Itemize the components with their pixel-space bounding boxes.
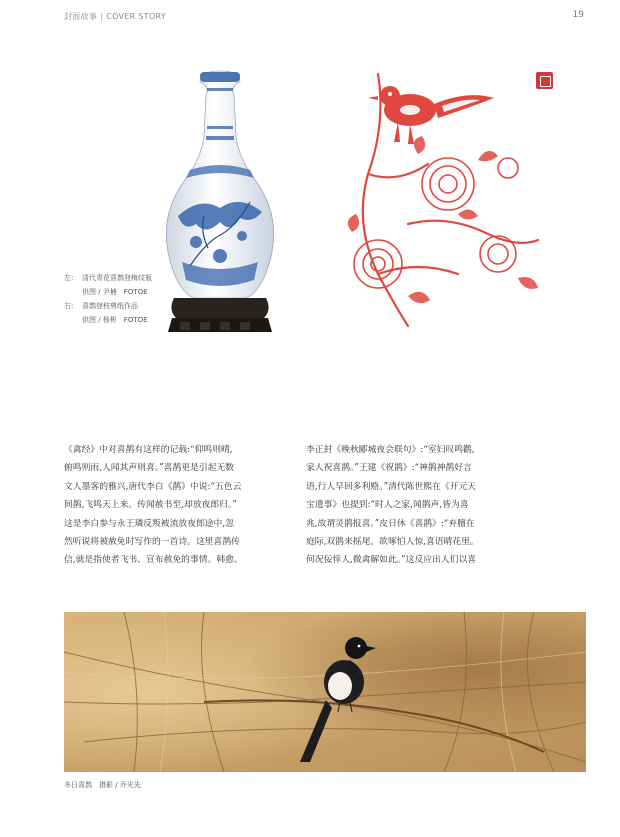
body-line: 家人祝喜鹊。”王建《祝鹊》:“神鹊神鹊好言	[306, 463, 472, 474]
page-number: 19	[572, 10, 584, 20]
body-line: 这是李白参与永王璘反叛被流放夜郎途中,忽	[64, 518, 234, 529]
photo-caption: 冬日喜鹊 摄影 / 乔光先	[64, 781, 141, 789]
porcelain-vase-image	[160, 66, 280, 356]
caption-left-credit: 供图 / 尹楠 FOTOE	[82, 288, 148, 296]
papercut-magpie-image	[338, 64, 558, 332]
body-line: 《禽经》中对喜鹊有这样的记载:“仰鸣则晴,	[64, 445, 233, 455]
red-seal-stamp	[536, 72, 553, 89]
body-line: 文人墨客的雅兴,唐代李白《鹊》中说:“五色云	[64, 481, 242, 492]
magpie-photo	[64, 612, 586, 772]
caption-right-title: 喜鹊登枝剪纸作品	[82, 302, 138, 310]
running-header	[64, 11, 166, 22]
header-section: 封面故事	[64, 12, 98, 21]
caption-left-key: 左:	[64, 274, 74, 282]
body-line: 信,就是指使者飞书、宣布赦免的事情。韩愈、	[64, 555, 243, 566]
body-line: 间鹊,飞鸣天上来。传闻赦书至,却放夜郎归。”	[64, 500, 237, 511]
caption-right-key: 右:	[64, 302, 74, 310]
body-line: 李正封《晚秋郾城夜会联句》:“室妇叹鸣鹳,	[306, 445, 475, 455]
body-line: 何况佞悻人,微禽解如此。”这反应出人们以喜	[306, 555, 477, 566]
body-line: 俯鸣则雨,人闻其声则喜。”喜鹊更是引起无数	[64, 463, 235, 474]
body-column-left	[64, 441, 278, 570]
body-line: 庭际,双鹊来摇尾。欲啄怕人惊,喜语晴花里。	[306, 537, 479, 548]
body-line: 宝遗事》也提到:“时人之家,闻鹊声,皆为喜	[306, 500, 469, 511]
caption-left-title: 清代青花喜鹊登梅纹瓶	[82, 274, 152, 282]
body-line: 语,行人早回多利赂。”清代陈世熙在《开元天	[306, 481, 477, 492]
body-column-right	[306, 441, 520, 570]
body-line: 然听说将被赦免时写作的一首诗。这里喜鹊传	[64, 537, 240, 548]
image-captions	[64, 271, 152, 327]
header-separator: |	[100, 12, 104, 21]
header-section-en: COVER STORY	[106, 12, 167, 21]
body-line: 兆,故谓灵鹊报喜。”皮日休《喜鹊》:“弃膻在	[306, 518, 475, 529]
caption-right-credit: 供图 / 杨彬 FOTOE	[82, 316, 148, 324]
